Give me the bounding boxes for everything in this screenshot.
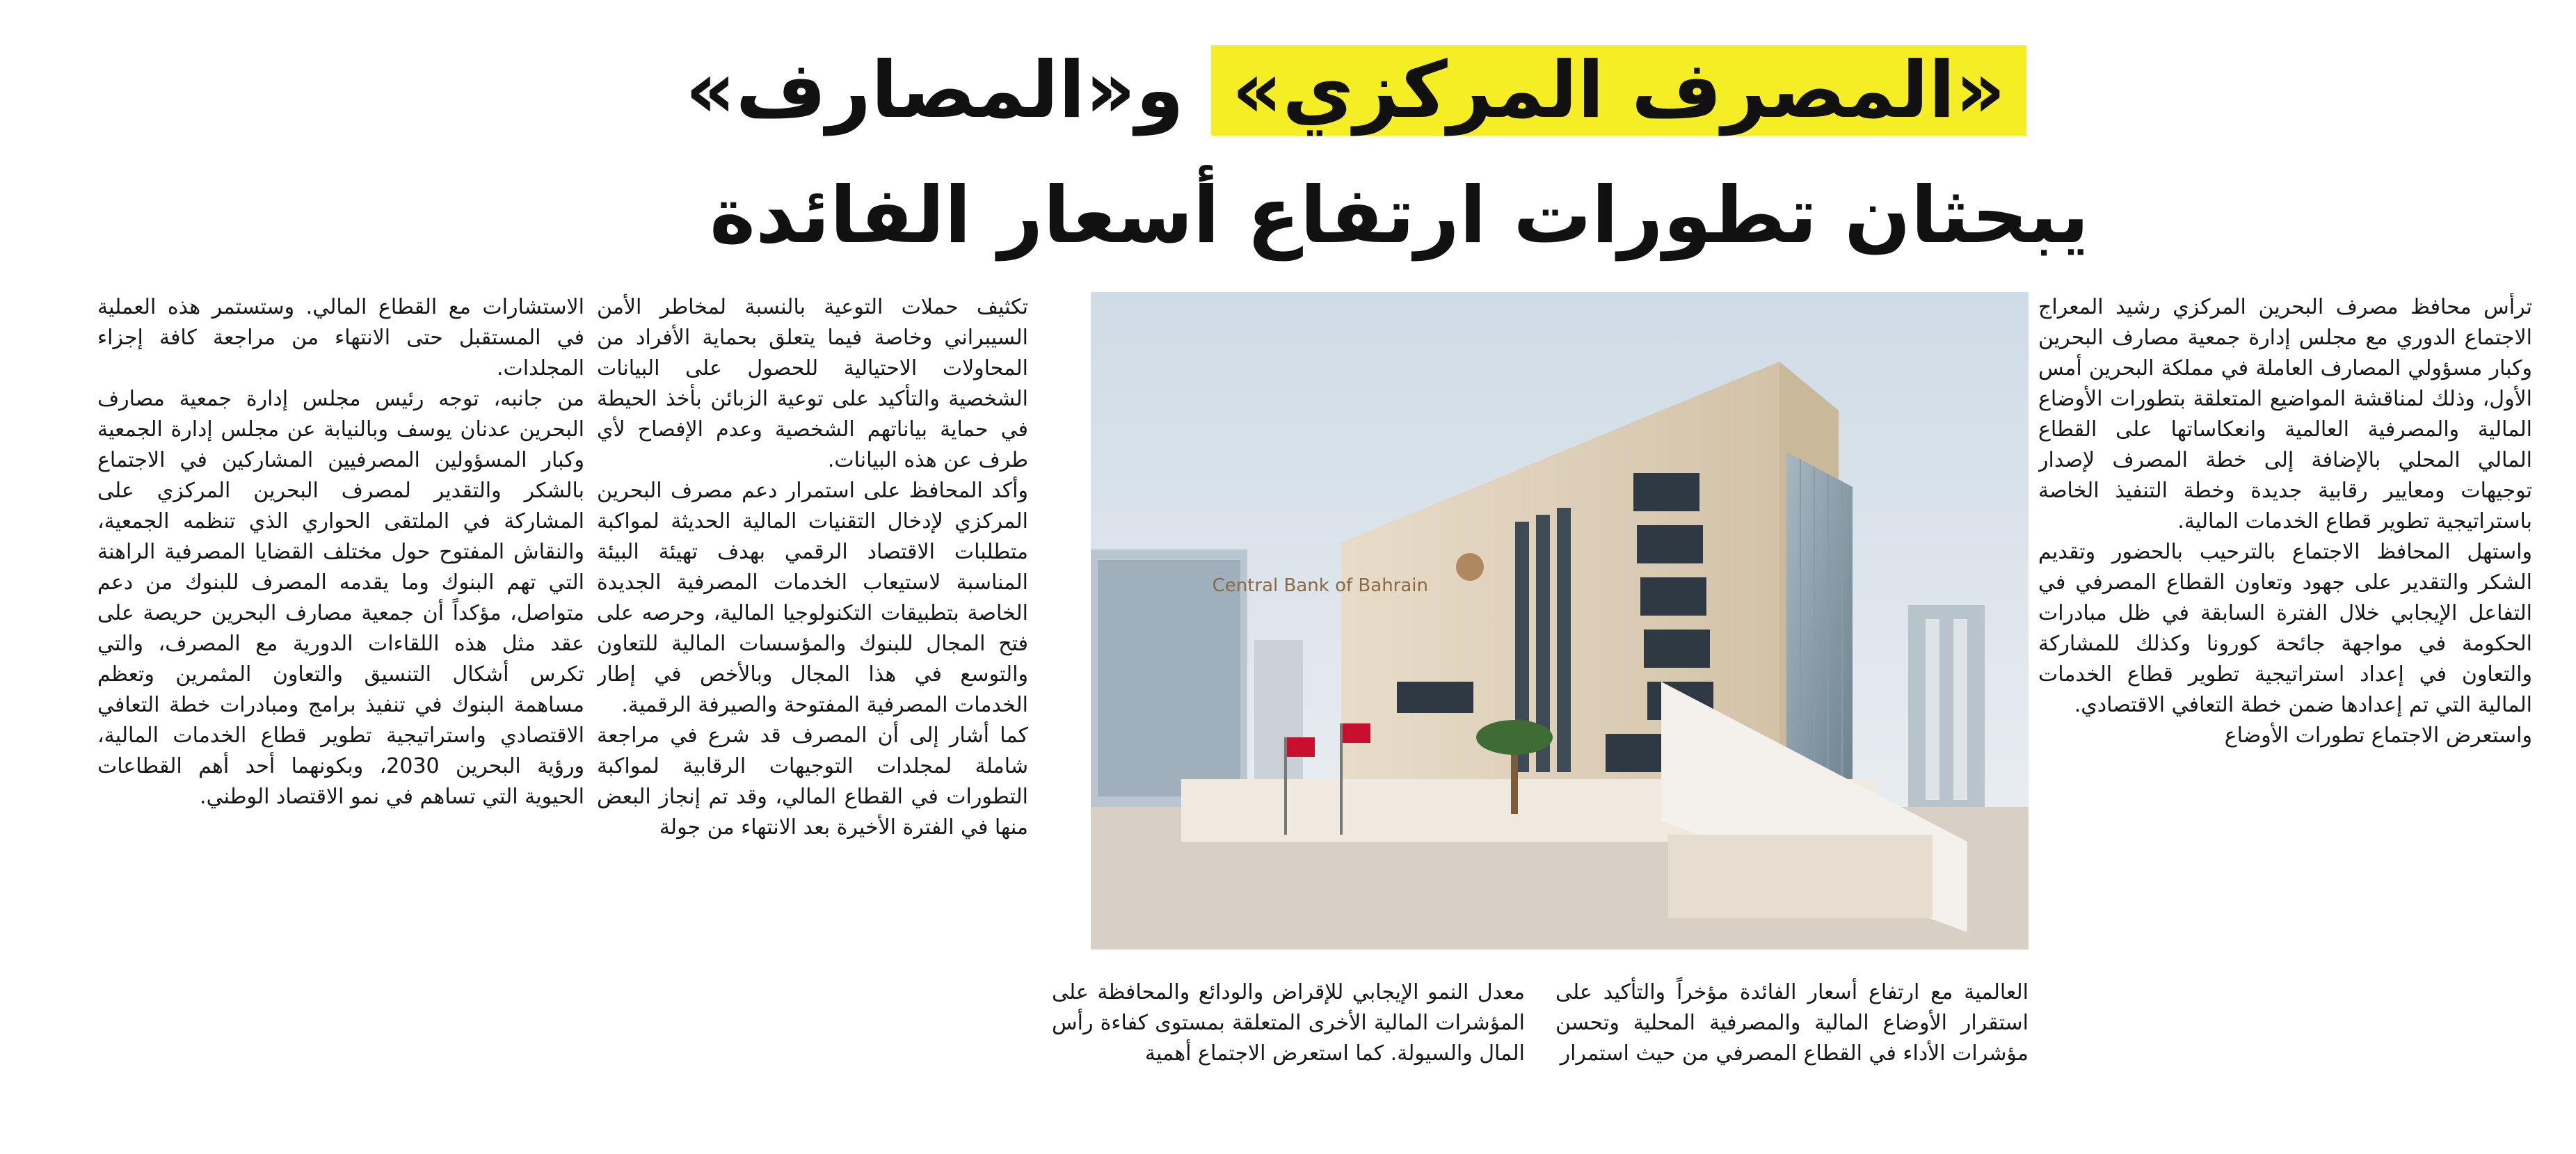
gate: [1668, 835, 1933, 918]
headline-line-1: [685, 38, 2026, 143]
article-text: الاستشارات مع القطاع المالي. وستستمر هذه العملية في المستقبل حتى الانتهاء من مراجعة كافة إجزاء المجلدات. من جانبه، توجه رئيس مجلس إدارة جمعية مصارف البحرين عدنان يوسف وبالنيابة عن مجلس إدارة الجمعية وكبار المسؤولين المصرفيين المشاركين في الاجتماع بالشكر والتقدير لمصرف البحرين المركزي على المشاركة في الملتقى الحواري الذي تنظمه الجمعية، والنقاش المفتوح حول مختلف القضايا المصرفية الراهنة التي تهم البنوك وما يقدمه المصرف للبنوك من دعم متواصل، مؤكداً أن جمعية مصارف البحرين حريصة على عقد مثل هذه اللقاءات الدورية مع المصرف، والتي تكرس أشكال التنسيق والتعاون المثمرين وتعظم مساهمة البنوك في تنفيذ برامج ومبادرات خطة التعافي الاقتصادي واستراتيجية تطوير قطاع الخدمات المالية، ورؤية البحرين 2030، وبكونهما أحد أهم القطاعات الحيوية التي تساهم في نمو الاقتصاد الوطني.: [97, 295, 584, 809]
article-text: ترأس محافظ مصرف البحرين المركزي رشيد المعراج الاجتماع الدوري مع مجلس إدارة جمعية مصارف البحرين وكبار مسؤولي المصارف العاملة في مملكة البحرين أمس الأول، وذلك لمناقشة المواضيع المتعلقة بتطورات الأوضاع المالية والمصرفية العالمية وانعكاساتها على القطاع المالي المحلي بالإضافة إلى خطة المصرف لإصدار توجيهات ومعايير رقابية جديدة وخطة التنفيذ الخاصة باستراتيجية تطوير قطاع الخدمات المالية. واستهل المحافظ الاجتماع بالترحيب بالحضور وتقديم الشكر والتقدير على جهود وتعاون القطاع المصرفي في التفاعل الإيجابي خلال الفترة السابقة في ظل مبادرات الحكومة في مواجهة جائحة كورونا وكذلك للمشاركة والتعاون في إعداد استراتيجية تطوير قطاع الخدمات المالية التي تم إعدادها ضمن خطة التعافي الاقتصادي. واستعرض الاجتماع تطورات الأوضاع: [2038, 295, 2532, 748]
background-tower-right: [1908, 605, 1985, 814]
building-sign: Central Bank of Bahrain: [1212, 575, 1428, 596]
bank-logo-icon: [1456, 553, 1484, 581]
article-text: العالمية مع ارتفاع أسعار الفائدة مؤخراً والتأكيد على استقرار الأوضاع المالية والمصرفية المحلية وتحسن مؤشرات الأداء في القطاع المصرفي من حيث استمرار: [1555, 980, 2029, 1066]
article-text: معدل النمو الإيجابي للإقراض والودائع والمحافظة على المؤشرات المالية الأخرى المتعلقة بمستوى كفاءة رأس المال والسيولة. كما استعرض الاجتماع أهمية: [1052, 980, 1525, 1066]
article-column-1: [2038, 292, 2532, 1141]
headline-highlight: «المصرف المركزي»: [1211, 45, 2026, 136]
article-column-2: [1041, 292, 2029, 1141]
headline-rest: و«المصارف»: [685, 45, 1211, 136]
central-bank-building-photo: [1091, 292, 2029, 949]
article-text: تكثيف حملات التوعية بالنسبة لمخاطر الأمن السيبراني وخاصة فيما يتعلق بحماية الأفراد من المحاولات الاحتيالية للحصول على البيانات الشخصية والتأكيد على توعية الزبائن بأخذ الحيطة في حماية بياناتهم الشخصية وعدم الإفصاح لأي طرف عن هذه البيانات. وأكد المحافظ على استمرار دعم مصرف البحرين المركزي لإدخال التقنيات المالية الحديثة لمواكبة متطلبات الاقتصاد الرقمي بهدف تهيئة البيئة المناسبة لاستيعاب الخدمات المصرفية الجديدة الخاصة بتطبيقات التكنولوجيا المالية، وحرصه على فتح المجال للبنوك والمؤسسات المالية للتعاون والتوسع في هذا المجال وبالأخص في إطار الخدمات المصرفية المفتوحة والصيرفة الرقمية. كما أشار إلى أن المصرف قد شرع في مراجعة شاملة لمجلدات التوجيهات الرقابية لمواكبة التطورات في القطاع المالي، وقد تم إنجاز البعض منها في الفترة الأخيرة بعد الانتهاء من جولة: [597, 295, 1028, 840]
article-subcolumn-right: [1555, 977, 2029, 1141]
article-column-3: [597, 292, 1028, 1141]
article-column-4: [97, 292, 584, 1141]
headline-line-2: يبحثان تطورات ارتفاع أسعار الفائدة: [710, 170, 2089, 261]
article-subcolumn-left: [1052, 977, 1525, 1141]
